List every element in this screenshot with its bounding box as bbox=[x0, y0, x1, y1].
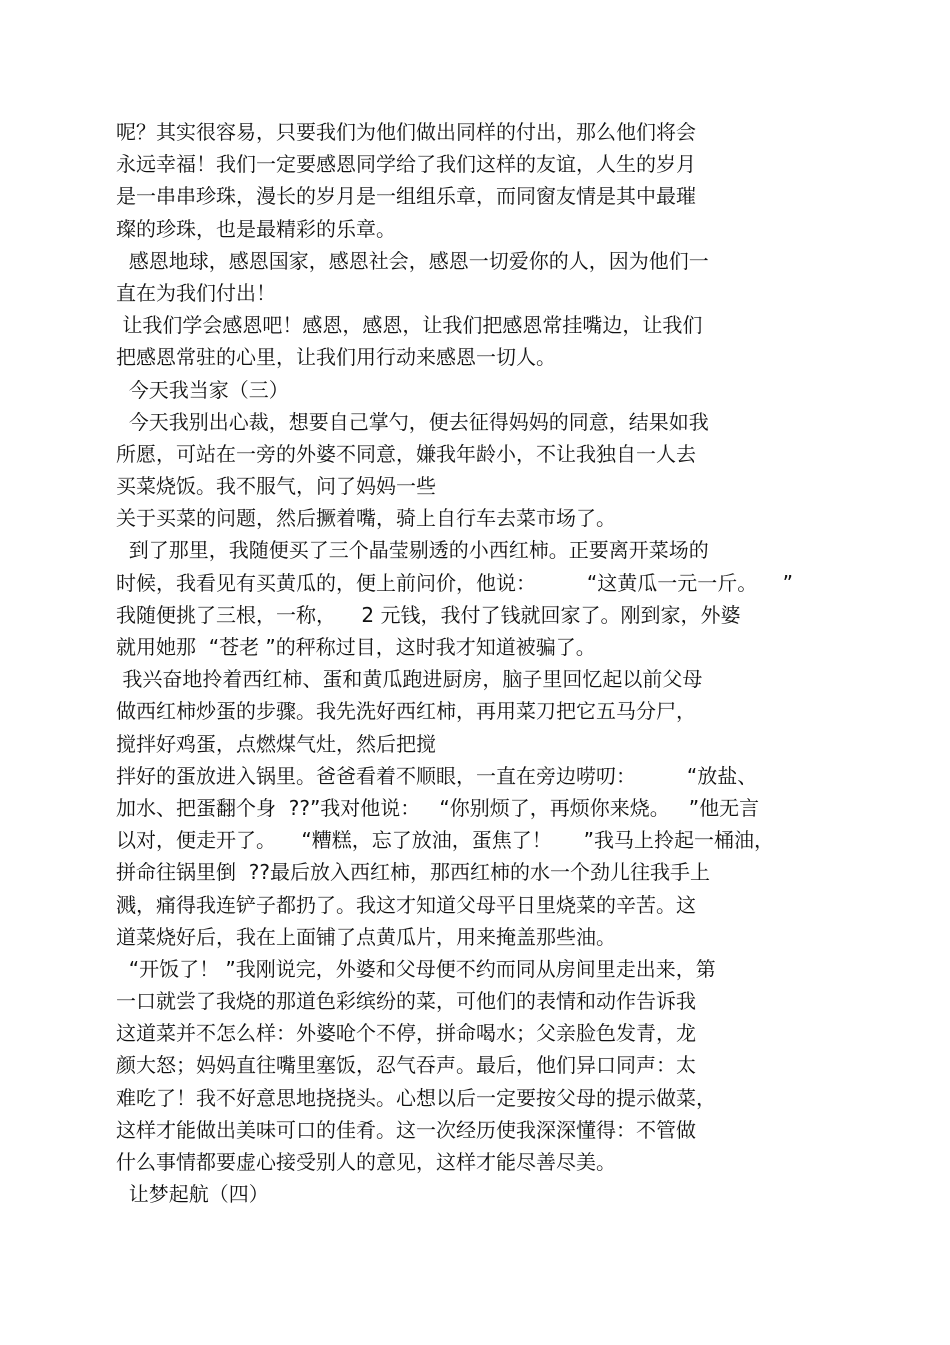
text-line: 今天我当家（三） bbox=[116, 377, 289, 402]
text-line: 呢？其实很容易，只要我们为他们做出同样的付出，那么他们将会 bbox=[116, 120, 696, 144]
text-line: 直在为我们付出！ bbox=[116, 280, 276, 305]
text-line: 拼命往锅里倒 ??最后放入西红柿，那西红柿的水一个劲儿往我手上 bbox=[116, 860, 710, 885]
text-line: 璨的珍珠，也是最精彩的乐章。 bbox=[116, 216, 396, 241]
body-text bbox=[116, 116, 836, 1210]
text-line: 时候，我看见有买黄瓜的，便上前问价，他说： “这黄瓜一元一斤。 ” bbox=[116, 570, 794, 595]
text-line: 这道菜并不怎么样：外婆呛个不停，拼命喝水；父亲脸色发青，龙 bbox=[116, 1021, 696, 1046]
text-line: 我随便挑了三根，一称， 2 元钱，我付了钱就回家了。刚到家，外婆 bbox=[116, 602, 741, 627]
text-line: 做西红柿炒蛋的步骤。我先洗好西红柿，再用菜刀把它五马分尸， bbox=[116, 699, 696, 724]
text-line: 让我们学会感恩吧！感恩，感恩，让我们把感恩常挂嘴边，让我们 bbox=[116, 313, 703, 338]
text-line: 永远幸福！我们一定要感恩同学给了我们这样的友谊，人生的岁月 bbox=[116, 152, 696, 177]
text-line: 拌好的蛋放进入锅里。爸爸看着不顺眼，一直在旁边唠叨： “放盐、 bbox=[116, 763, 758, 788]
text-line: 溅，痛得我连铲子都扔了。我这才知道父母平日里烧菜的辛苦。这 bbox=[116, 892, 696, 917]
text-line: 一口就尝了我烧的那道色彩缤纷的菜，可他们的表情和动作告诉我 bbox=[116, 989, 696, 1014]
text-line: 今天我别出心裁，想要自己掌勺，便去征得妈妈的同意，结果如我 bbox=[116, 409, 709, 434]
text-line: 道菜烧好后，我在上面铺了点黄瓜片，用来掩盖那些油。 bbox=[116, 924, 616, 949]
text-line: 搅拌好鸡蛋，点燃煤气灶，然后把搅 bbox=[116, 731, 436, 756]
text-line: 感恩地球，感恩国家，感恩社会，感恩一切爱你的人，因为他们一 bbox=[116, 248, 709, 273]
text-line: 所愿，可站在一旁的外婆不同意，嫌我年龄小，不让我独自一人去 bbox=[116, 441, 696, 466]
text-line: 把感恩常驻的心里，让我们用行动来感恩一切人。 bbox=[116, 345, 556, 370]
text-line: 关于买菜的问题，然后撅着嘴，骑上自行车去菜市场了。 bbox=[116, 506, 616, 531]
text-line: 到了那里，我随便买了三个晶莹剔透的小西红柿。正要离开菜场的 bbox=[116, 538, 709, 563]
text-line: 就用她那 “苍老 ”的秤称过目，这时我才知道被骗了。 bbox=[116, 635, 596, 659]
text-line: 颜大怒；妈妈直往嘴里塞饭，忍气吞声。最后，他们异口同声：太 bbox=[116, 1053, 696, 1078]
text-line: 我兴奋地拎着西红柿、蛋和黄瓜跑进厨房，脑子里回忆起以前父母 bbox=[116, 667, 703, 692]
text-line: “开饭了！ ”我刚说完，外婆和父母便不约而同从房间里走出来，第 bbox=[116, 956, 716, 981]
text-line: 加水、把蛋翻个身 ??”我对他说： “你别烦了，再烦你来烧。 ”他无言 bbox=[116, 795, 760, 820]
text-line: 这样才能做出美味可口的佳肴。这一次经历使我深深懂得：不管做 bbox=[116, 1117, 696, 1142]
text-line: 以对，便走开了。 “糟糕，忘了放油，蛋焦了！ ”我马上拎起一桶油， bbox=[116, 828, 774, 853]
text-line: 买菜烧饭。我不服气，问了妈妈一些 bbox=[116, 474, 436, 499]
text-line: 难吃了！我不好意思地挠挠头。心想以后一定要按父母的提示做菜， bbox=[116, 1085, 716, 1110]
text-line: 什么事情都要虚心接受别人的意见，这样才能尽善尽美。 bbox=[116, 1150, 616, 1174]
text-line: 让梦起航（四） bbox=[116, 1182, 269, 1207]
text-line: 是一串串珍珠，漫长的岁月是一组组乐章，而同窗友情是其中最璀 bbox=[116, 184, 696, 209]
